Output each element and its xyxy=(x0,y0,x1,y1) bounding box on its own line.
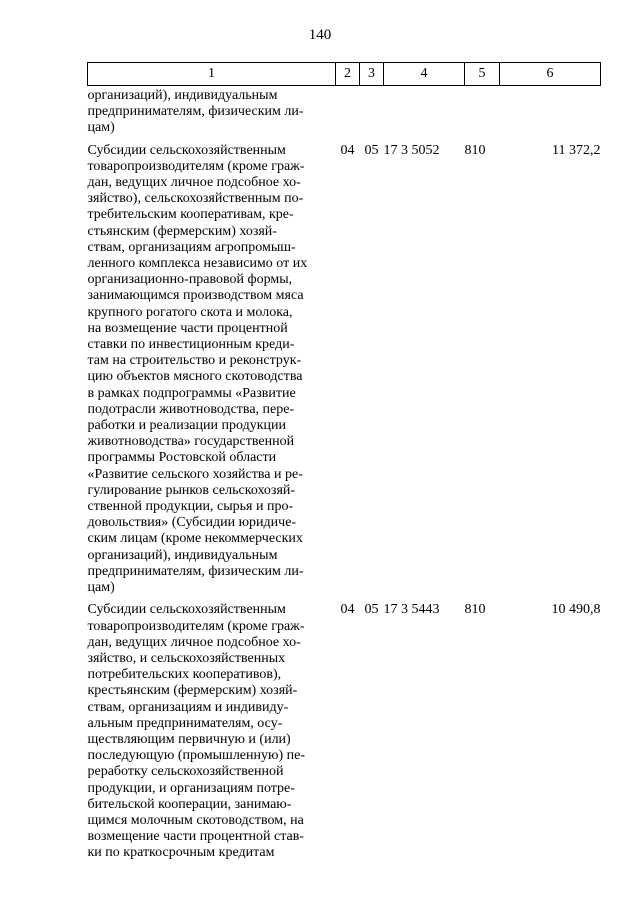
text-line: крестьянским (фермерским) хозяй- xyxy=(87,683,298,699)
column-header: 1 xyxy=(88,63,336,86)
expense-name-cell xyxy=(88,86,336,139)
text-line: цию объектов мясного скотоводства xyxy=(87,369,303,385)
text-line: ки по краткосрочным кредитам xyxy=(87,845,275,861)
section-code: 04 xyxy=(340,602,355,618)
text-line: в рамках подпрограммы «Развитие xyxy=(87,385,296,401)
text-line: гулирование рынков сельскохозяй- xyxy=(87,482,296,498)
text-line: там на строительство и реконструк- xyxy=(87,353,302,369)
expense-type-code: 810 xyxy=(464,602,486,618)
amount: 10 490,8 xyxy=(551,602,601,618)
text-line: занимающимся производством мяса xyxy=(87,288,304,304)
text-line: зяйство, и сельскохозяйственных xyxy=(87,650,286,666)
text-line: дан, ведущих личное подсобное хо- xyxy=(87,175,301,191)
text-line: организаций), индивидуальным xyxy=(87,547,278,563)
column-header: 2 xyxy=(336,63,360,86)
subsection-code: 05 xyxy=(364,602,379,618)
text-line: альным предпринимателям, осу- xyxy=(87,715,283,731)
text-line: довольствия» (Субсидии юридиче- xyxy=(87,515,297,531)
text-line: стьянским (фермерским) хозяй- xyxy=(87,223,277,239)
text-line: крупного рогатого скота и молока, xyxy=(87,304,293,320)
section-code xyxy=(336,86,360,139)
table-row xyxy=(88,86,601,139)
expense-type-code xyxy=(465,86,500,139)
text-line: ществляющим первичную и (или) xyxy=(87,731,291,747)
expense-name-cell xyxy=(88,598,336,863)
text-line: бительской кооперации, занимаю- xyxy=(87,796,292,812)
expense-name-cell xyxy=(88,139,336,599)
amount xyxy=(500,86,601,139)
section-code: 04 xyxy=(340,142,355,158)
text-line: последующую (промышленную) пе- xyxy=(87,748,305,764)
text-line: реработку сельскохозяйственной xyxy=(87,764,284,780)
text-line: организаций), индивидуальным xyxy=(87,88,278,103)
text-line: ставки по инвестиционным креди- xyxy=(87,337,295,353)
expense-type-code: 810 xyxy=(464,142,486,158)
column-header: 6 xyxy=(500,63,601,86)
text-line: зяйство), сельскохозяйственным по- xyxy=(87,191,304,207)
text-line: ствам, организациям агропромыш- xyxy=(87,239,296,255)
target-article-code xyxy=(384,86,465,139)
text-line: программы Ростовской области xyxy=(87,450,277,466)
column-header: 3 xyxy=(360,63,384,86)
text-line: дан, ведущих личное подсобное хо- xyxy=(87,634,301,650)
text-line: на возмещение части процентной xyxy=(87,320,288,336)
subsection-code: 05 xyxy=(364,142,379,158)
text-line: товаропроизводителям (кроме граж- xyxy=(87,158,305,174)
text-line: щимся молочным скотоводством, на xyxy=(87,812,304,828)
text-line: потребительских кооперативов), xyxy=(87,667,282,683)
column-header: 5 xyxy=(465,63,500,86)
table-header-row xyxy=(88,63,601,86)
text-line: продукции, и организациям потре- xyxy=(87,780,295,796)
text-line: ственной продукции, сырья и про- xyxy=(87,499,294,515)
amount: 11 372,2 xyxy=(552,142,601,158)
text-line: животноводства» государственной xyxy=(87,434,295,450)
text-line: ствам, организациям и индивиду- xyxy=(87,699,289,715)
text-line: цам) xyxy=(87,120,115,136)
text-line: цам) xyxy=(87,580,115,596)
target-article-code: 17 3 5443 xyxy=(383,602,440,618)
text-line: возмещение части процентной став- xyxy=(87,829,304,845)
text-line: Субсидии сельскохозяйственным xyxy=(87,602,286,618)
text-line: ским лицам (кроме некоммерческих xyxy=(87,531,303,547)
text-line: предпринимателям, физическим ли- xyxy=(87,563,304,579)
text-line: работки и реализации продукции xyxy=(87,418,286,434)
text-line: ленного комплекса независимо от их xyxy=(87,256,308,272)
column-header: 4 xyxy=(384,63,465,86)
target-article-code: 17 3 5052 xyxy=(383,142,440,158)
text-line: организационно-правовой формы, xyxy=(87,272,293,288)
text-line: требительским кооперативам, кре- xyxy=(87,207,294,223)
table-row xyxy=(88,139,601,599)
text-line: Субсидии сельскохозяйственным xyxy=(87,142,286,158)
page-number: 140 xyxy=(308,27,332,43)
text-line: подотрасли животноводства, пере- xyxy=(87,401,295,417)
table-row xyxy=(88,598,601,863)
subsection-code xyxy=(360,86,384,139)
text-line: предпринимателям, физическим ли- xyxy=(87,104,304,120)
text-line: товаропроизводителям (кроме граж- xyxy=(87,618,305,634)
text-line: «Развитие сельского хозяйства и ре- xyxy=(87,466,303,482)
budget-table xyxy=(87,62,601,864)
